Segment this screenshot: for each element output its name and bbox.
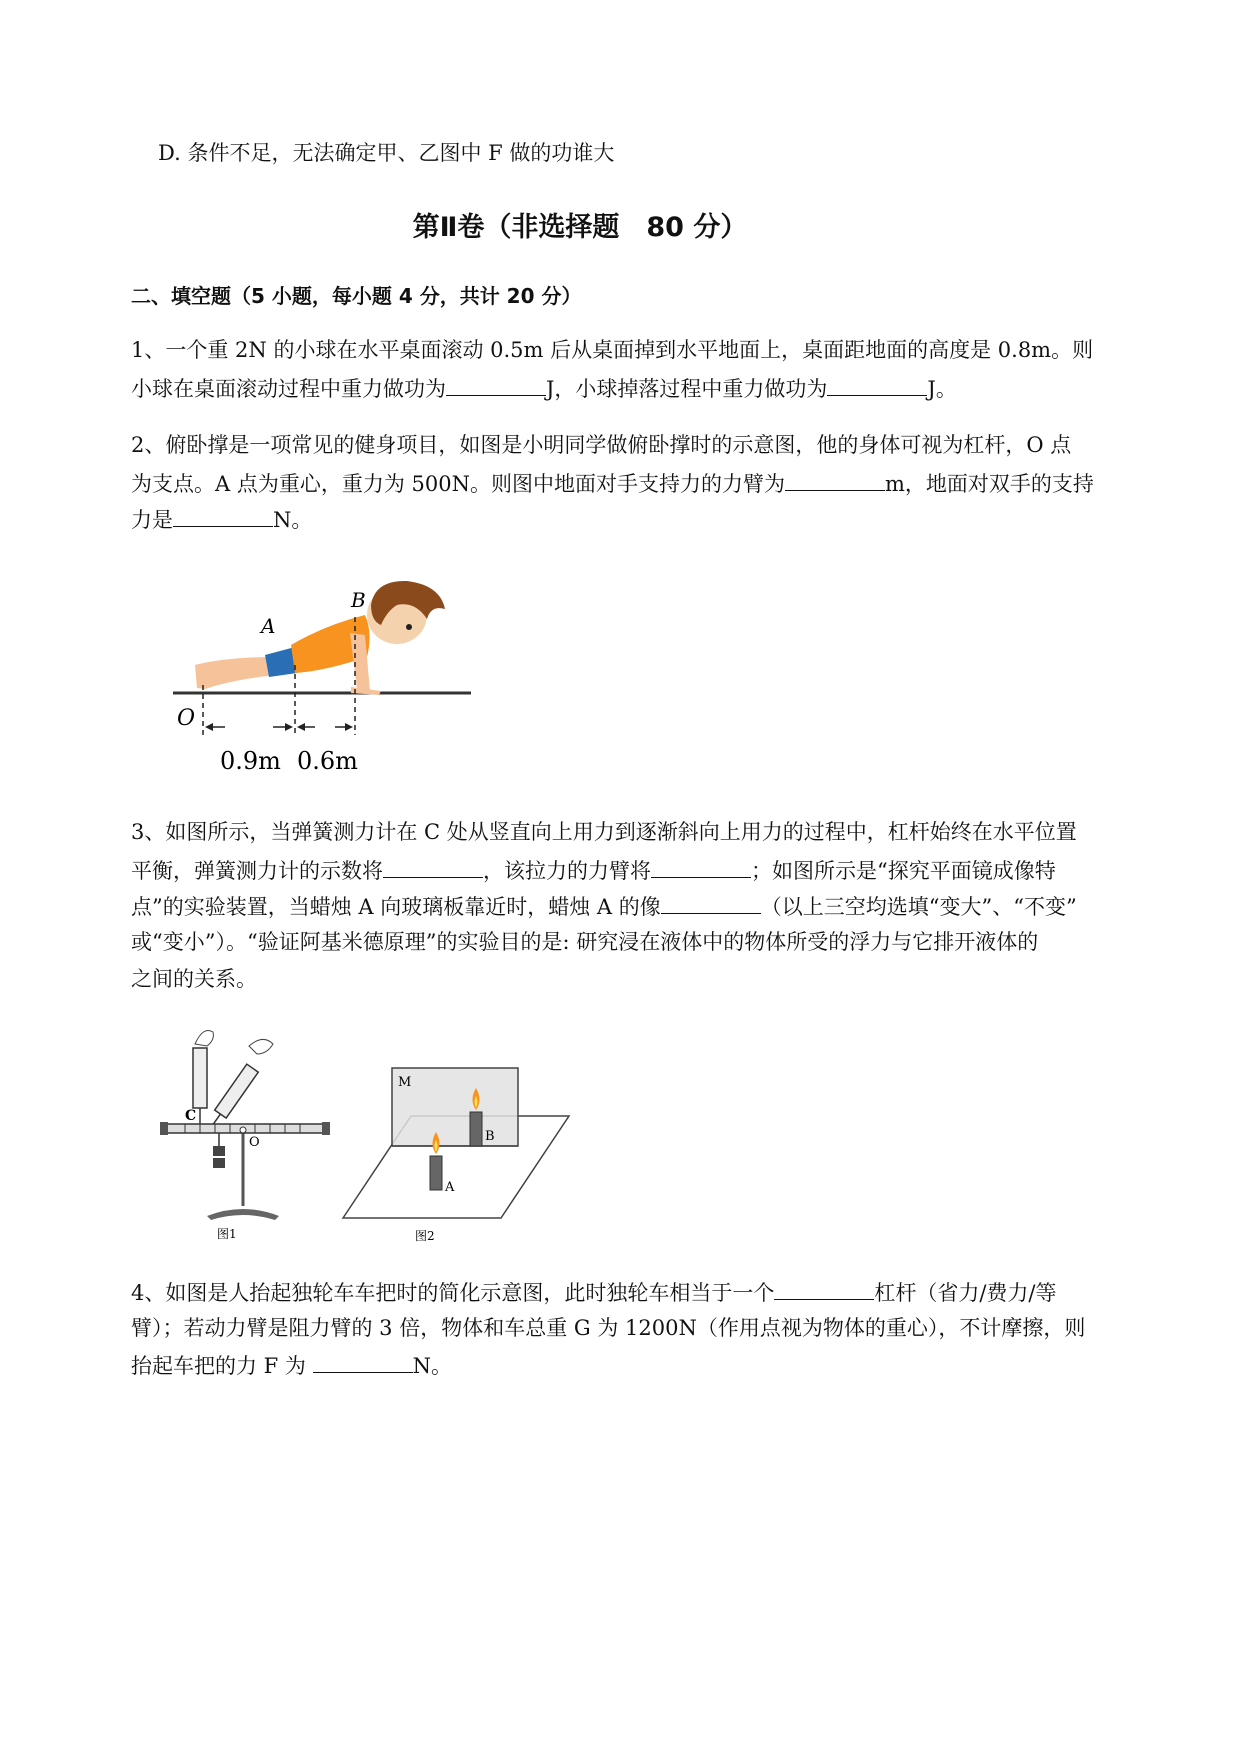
q3-text-a: 平衡，弹簧测力计的示数将 — [131, 859, 383, 883]
part-title: 第Ⅱ卷（非选择题 80 分） — [412, 212, 748, 243]
q4-text-b: 杠杆（省力/费力/等 — [874, 1281, 1057, 1305]
lever-end-right — [322, 1122, 330, 1135]
stand-base — [207, 1209, 279, 1220]
candle-a — [430, 1156, 442, 1190]
label-m: M — [398, 1075, 412, 1090]
q3-text-b: ，该拉力的力臂将 — [483, 859, 651, 883]
q4-answer-blank-1[interactable] — [774, 1279, 874, 1300]
spring-scale-vertical — [193, 1048, 207, 1108]
label-c: C — [185, 1108, 197, 1124]
legs — [195, 657, 277, 689]
q3-line-3 — [131, 893, 1077, 919]
q4-text-a: 4、如图是人抬起独轮车车把时的简化示意图，此时独轮车相当于一个 — [131, 1281, 775, 1305]
arrowhead-1a — [205, 723, 213, 731]
candle-b — [470, 1112, 482, 1146]
label-b: B — [485, 1129, 495, 1144]
q4-text-d: N。 — [412, 1354, 452, 1378]
dim-label-2: 0.6m — [297, 747, 358, 775]
hand-slanted — [249, 1039, 273, 1054]
label-o: O — [177, 706, 196, 731]
q4-line-3 — [131, 1352, 452, 1378]
q1-text-c: J。 — [927, 377, 957, 401]
caption-fig1: 图1 — [217, 1227, 237, 1241]
arrowhead-2a — [297, 723, 305, 731]
q1-answer-blank-2[interactable] — [827, 375, 927, 396]
q1-answer-blank-1[interactable] — [446, 375, 546, 396]
q3-text-d: 点”的实验装置，当蜡烛 A 向玻璃板靠近时，蜡烛 A 的像 — [131, 895, 661, 919]
q1-text-b: J，小球掉落过程中重力做功为 — [546, 377, 828, 401]
q1-text-a: 小球在桌面滚动过程中重力做功为 — [131, 377, 446, 401]
section-heading: 二、填空题（5 小题，每小题 4 分，共计 20 分） — [131, 284, 582, 308]
q3-answer-blank-3[interactable] — [661, 893, 761, 914]
q3-answer-blank-2[interactable] — [651, 857, 751, 878]
q3-answer-blank-1[interactable] — [383, 857, 483, 878]
pivot — [240, 1127, 246, 1133]
weight-2 — [213, 1158, 225, 1168]
q4-line-1 — [131, 1279, 1057, 1305]
q2-line-2 — [131, 470, 1094, 496]
lever-end-left — [160, 1122, 168, 1135]
label-a: A — [445, 1180, 455, 1195]
q3-text-c: ；如图所示是“探究平面镜成像特 — [751, 859, 1056, 883]
mirror-figure — [335, 1060, 575, 1245]
q2-text-a: 为支点。A 点为重心，重力为 500N。则图中地面对手支持力的力臂为 — [131, 472, 785, 496]
label-b: B — [351, 588, 366, 612]
option-d: D. 条件不足，无法确定甲、乙图中 F 做的功谁大 — [158, 141, 615, 165]
q3-line-5: 之间的关系。 — [131, 967, 257, 991]
q2-text-c: 力是 — [131, 508, 173, 532]
label-a: A — [261, 614, 276, 638]
q3-text-e: （以上三空均选填“变大”、“不变” — [760, 895, 1077, 919]
lever-figure — [155, 1020, 340, 1245]
q4-answer-blank-2[interactable] — [313, 1352, 413, 1373]
q2-text-d: N。 — [273, 508, 313, 532]
q2-line-3 — [131, 506, 312, 532]
q2-answer-blank-1[interactable] — [785, 470, 885, 491]
q2-text-b: m，地面对双手的支持 — [884, 472, 1094, 496]
weight-1 — [213, 1146, 225, 1156]
label-o: O — [249, 1135, 260, 1150]
caption-fig2: 图2 — [415, 1229, 435, 1243]
arrowhead-2b — [345, 723, 353, 731]
pushup-figure — [165, 575, 485, 785]
arrowhead-1b — [285, 723, 293, 731]
q2-line-1: 2、俯卧撑是一项常见的健身项目，如图是小明同学做俯卧撑时的示意图，他的身体可视为杠杆，O 点 — [131, 433, 1072, 457]
q4-text-c: 抬起车把的力 F 为 — [131, 1354, 313, 1378]
q1-line-2 — [131, 375, 957, 401]
eye — [406, 624, 412, 630]
q4-line-2: 臂）；若动力臂是阻力臂的 3 倍，物体和车总重 G 为 1200N（作用点视为物体的重心），不计摩擦，则 — [131, 1316, 1086, 1340]
dim-label-1: 0.9m — [220, 747, 281, 775]
hand-vertical — [195, 1031, 213, 1047]
q3-line-1: 3、如图所示，当弹簧测力计在 C 处从竖直向上用力到逐渐斜向上用力的过程中，杠杆始终在水平位置 — [131, 820, 1077, 844]
q3-line-4: 或“变小”）。“验证阿基米德原理”的实验目的是: 研究浸在液体中的物体所受的浮力与它排开液体的 — [131, 930, 1039, 954]
q1-line-1: 1、一个重 2N 的小球在水平桌面滚动 0.5m 后从桌面掉到水平地面上，桌面距地面的高度是 0.8m。则 — [131, 338, 1094, 362]
spring-scale-slanted — [208, 1064, 258, 1128]
q2-answer-blank-2[interactable] — [173, 506, 273, 527]
q3-line-2 — [131, 857, 1056, 883]
